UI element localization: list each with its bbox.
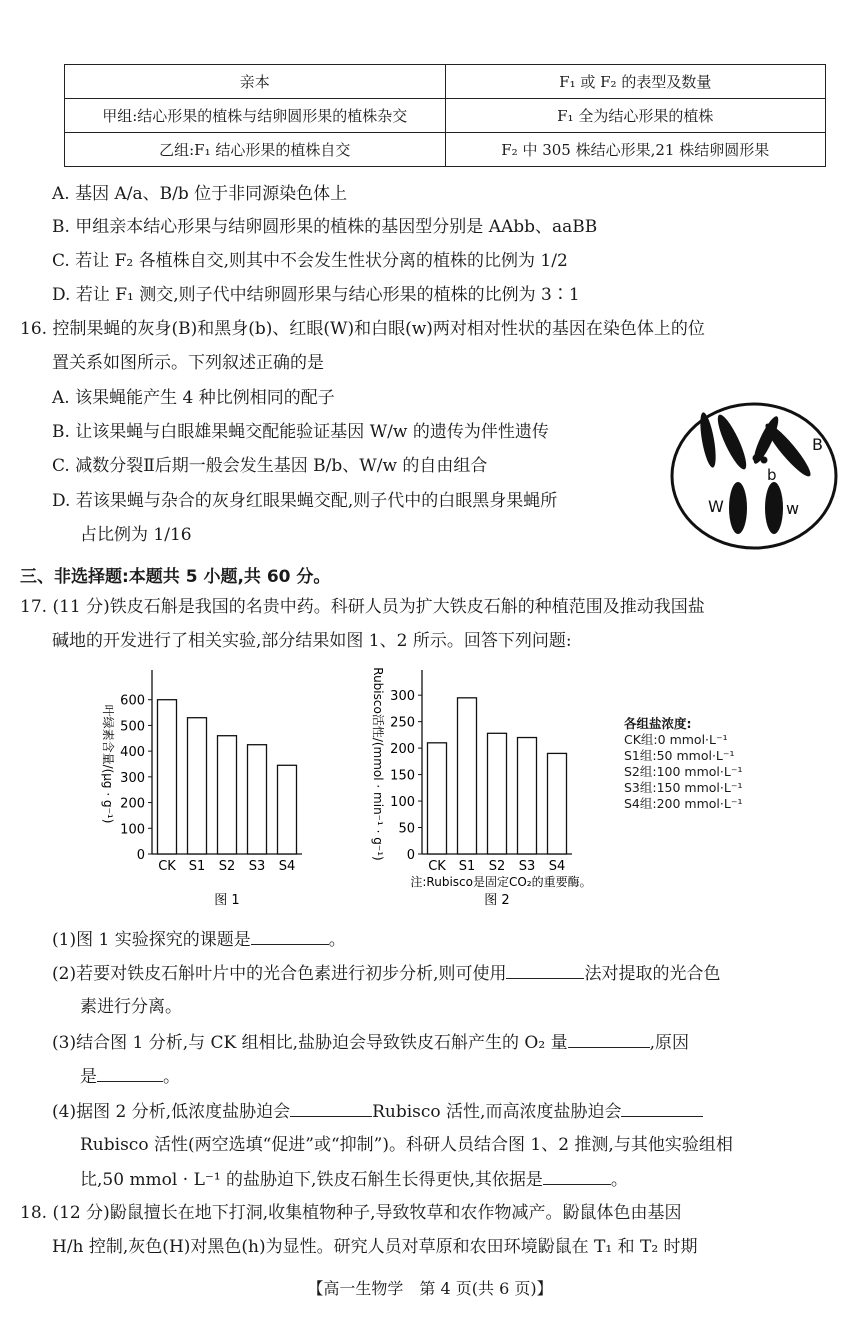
x-tick-label: S4 [278, 859, 296, 874]
bar [248, 745, 267, 854]
bar [548, 753, 567, 854]
table-cell: 乙组:F₁ 结心形果的植株自交 [65, 133, 446, 167]
y-axis-label: 叶绿素含量/(μg · g⁻¹) [101, 704, 115, 824]
x-tick-label: CK [428, 859, 446, 874]
bar [458, 698, 477, 854]
chromosome-dot [761, 457, 768, 464]
answer-blank[interactable] [97, 1065, 163, 1082]
q17-sub4-end: 。 [610, 1170, 628, 1190]
y-tick-label: 300 [120, 770, 145, 786]
table-row [65, 99, 826, 133]
x-tick-label: CK [158, 859, 176, 874]
chromosome-dot [753, 455, 760, 462]
q15-option-a: A. 基因 A/a、B/b 位于非同源染色体上 [52, 184, 348, 204]
q16-stem-line1: 16. 控制果蝇的灰身(B)和黑身(b)、红眼(W)和白眼(w)两对相对性状的基因在染色体上的位 [20, 319, 705, 339]
q18-line2: H/h 控制,灰色(H)对黑色(h)为显性。研究人员对草原和农田环境鼢鼠在 T₁ 和 T₂ 时期 [52, 1237, 698, 1257]
q17-stem-line1: 17. (11 分)铁皮石斛是我国的名贵中药。科研人员为扩大铁皮石斛的种植范围及推动我国盐 [20, 597, 705, 617]
gene-label-B: B [812, 435, 823, 454]
y-tick-label: 600 [120, 693, 145, 709]
y-tick-label: 200 [120, 796, 145, 812]
q16-option-a: A. 该果蝇能产生 4 种比例相同的配子 [52, 388, 335, 408]
cell-outline [672, 404, 836, 548]
legend-item: S3组:150 mmol·L⁻¹ [624, 780, 743, 795]
q17-sub1-end: 。 [328, 930, 346, 950]
answer-blank[interactable] [543, 1168, 611, 1185]
legend-item: CK组:0 mmol·L⁻¹ [624, 732, 728, 747]
legend-item: S4组:200 mmol·L⁻¹ [624, 796, 743, 811]
table-header-cell: F₁ 或 F₂ 的表型及数量 [445, 65, 826, 99]
page-footer: 【高一生物学 第 4 页(共 6 页)】 [307, 1279, 553, 1298]
q17-sub3-text: 是 [80, 1067, 97, 1087]
chromosome [729, 482, 747, 534]
q17-sub2-text: (2)若要对铁皮石斛叶片中的光合色素进行初步分析,则可使用 [52, 964, 507, 984]
table-cell: F₂ 中 305 株结心形果,21 株结卵圆形果 [445, 133, 826, 167]
table-header-row [65, 65, 826, 99]
x-tick-label: S2 [218, 859, 236, 874]
x-tick-label: S3 [248, 859, 266, 874]
q17-sub1 [52, 928, 346, 951]
q17-sub3-text: (3)结合图 1 分析,与 CK 组相比,盐胁迫会导致铁皮石斛产生的 O₂ 量 [52, 1033, 568, 1053]
q17-stem-line2: 碱地的开发进行了相关实验,部分结果如图 1、2 所示。回答下列问题: [52, 631, 572, 651]
q15-option-c: C. 若让 F₂ 各植株自交,则其中不会发生性状分离的植株的比例为 1/2 [52, 251, 568, 271]
answer-blank[interactable] [621, 1100, 703, 1117]
chart-note: 注:Rubisco是固定CO₂的重要酶。 [410, 875, 592, 889]
y-tick-label: 250 [390, 715, 415, 731]
y-axis-label: Rubisco活性/(mmol · min⁻¹ · g⁻¹) [371, 667, 385, 861]
gene-label-b: b [767, 466, 777, 484]
chromosome-figure [668, 400, 840, 552]
table-row [65, 133, 826, 167]
q17-sub2 [52, 962, 720, 985]
q17-sub2-cont: 素进行分离。 [80, 997, 182, 1017]
x-tick-label: S2 [488, 859, 506, 874]
legend-item: S1组:50 mmol·L⁻¹ [624, 748, 735, 763]
x-tick-label: S1 [458, 859, 476, 874]
answer-blank[interactable] [290, 1100, 372, 1117]
q17-sub1-text: (1)图 1 实验探究的课题是 [52, 930, 251, 950]
q17-sub4-text: (4)据图 2 分析,低浓度盐胁迫会 [52, 1102, 291, 1122]
q17-sub4-text: 比,50 mmol · L⁻¹ 的盐胁迫下,铁皮石斛生长得更快,其依据是 [80, 1170, 543, 1190]
y-tick-label: 300 [390, 689, 415, 705]
q16-option-c: C. 减数分裂Ⅱ后期一般会发生基因 B/b、W/w 的自由组合 [52, 456, 488, 476]
table-cell: F₁ 全为结心形果的植株 [445, 99, 826, 133]
q16-option-d-cont: 占比例为 1/16 [80, 525, 192, 545]
q17-sub4 [52, 1100, 703, 1123]
q17-sub4-text: Rubisco 活性,而高浓度盐胁迫会 [372, 1102, 622, 1122]
q15-option-b: B. 甲组亲本结心形果与结卵圆形果的植株的基因型分别是 AAbb、aaBB [52, 217, 598, 237]
y-tick-label: 100 [390, 795, 415, 811]
gene-label-w: w [786, 499, 800, 518]
q17-sub2-text: 法对提取的光合色 [584, 964, 721, 984]
q17-sub3-end: 。 [163, 1067, 180, 1087]
q17-sub3-text: ,原因 [649, 1033, 689, 1053]
q16-stem-line2: 置关系如图所示。下列叙述正确的是 [52, 353, 324, 373]
chart-title: 图 1 [214, 893, 240, 908]
q17-sub4-cont2 [80, 1168, 628, 1191]
answer-blank[interactable] [506, 962, 584, 979]
bar [188, 718, 207, 854]
chart-title: 图 2 [484, 893, 510, 908]
gene-label-W: W [708, 497, 724, 516]
q16-option-b: B. 让该果蝇与白眼雄果蝇交配能验证基因 W/w 的遗传为伴性遗传 [52, 422, 549, 442]
bar [488, 733, 507, 854]
y-tick-label: 50 [398, 821, 415, 837]
bar [278, 765, 297, 854]
legend-item: S2组:100 mmol·L⁻¹ [624, 764, 743, 779]
salt-concentration-legend [624, 716, 742, 812]
y-tick-label: 100 [120, 822, 145, 838]
y-tick-label: 150 [390, 768, 415, 784]
y-tick-label: 500 [120, 719, 145, 735]
y-tick-label: 0 [136, 848, 145, 863]
chart-figure-1 [90, 660, 330, 916]
answer-blank[interactable] [251, 928, 329, 945]
section-heading: 三、非选择题:本题共 5 小题,共 60 分。 [20, 567, 331, 587]
y-tick-label: 400 [120, 745, 145, 761]
bar [218, 736, 237, 854]
q18-line1: 18. (12 分)鼢鼠擅长在地下打洞,收集植物种子,导致牧草和农作物减产。鼢鼠体色由基因 [20, 1203, 682, 1223]
table-cell: 甲组:结心形果的植株与结卵圆形果的植株杂交 [65, 99, 446, 133]
q16-option-d: D. 若该果蝇与杂合的灰身红眼果蝇交配,则子代中的白眼黑身果蝇所 [52, 491, 558, 511]
chart-figure-2 [360, 660, 620, 916]
q17-sub3 [52, 1031, 689, 1054]
y-tick-label: 200 [390, 742, 415, 758]
bar [428, 743, 447, 854]
x-tick-label: S4 [548, 859, 566, 874]
bar [158, 700, 177, 854]
chromosome [765, 482, 783, 534]
x-tick-label: S1 [188, 859, 206, 874]
q17-sub3-cont [80, 1065, 180, 1088]
q15-option-d: D. 若让 F₁ 测交,则子代中结卵圆形果与结心形果的植株的比例为 3∶1 [52, 285, 580, 305]
answer-blank[interactable] [568, 1031, 650, 1048]
bar [518, 738, 537, 854]
legend-title: 各组盐浓度: [624, 716, 692, 731]
y-tick-label: 0 [406, 848, 415, 863]
experiment-table [64, 64, 826, 167]
x-tick-label: S3 [518, 859, 536, 874]
q17-sub4-cont: Rubisco 活性(两空选填“促进”或“抑制”)。科研人员结合图 1、2 推测,与其他实验组相 [80, 1135, 733, 1155]
table-header-cell: 亲本 [65, 65, 446, 99]
